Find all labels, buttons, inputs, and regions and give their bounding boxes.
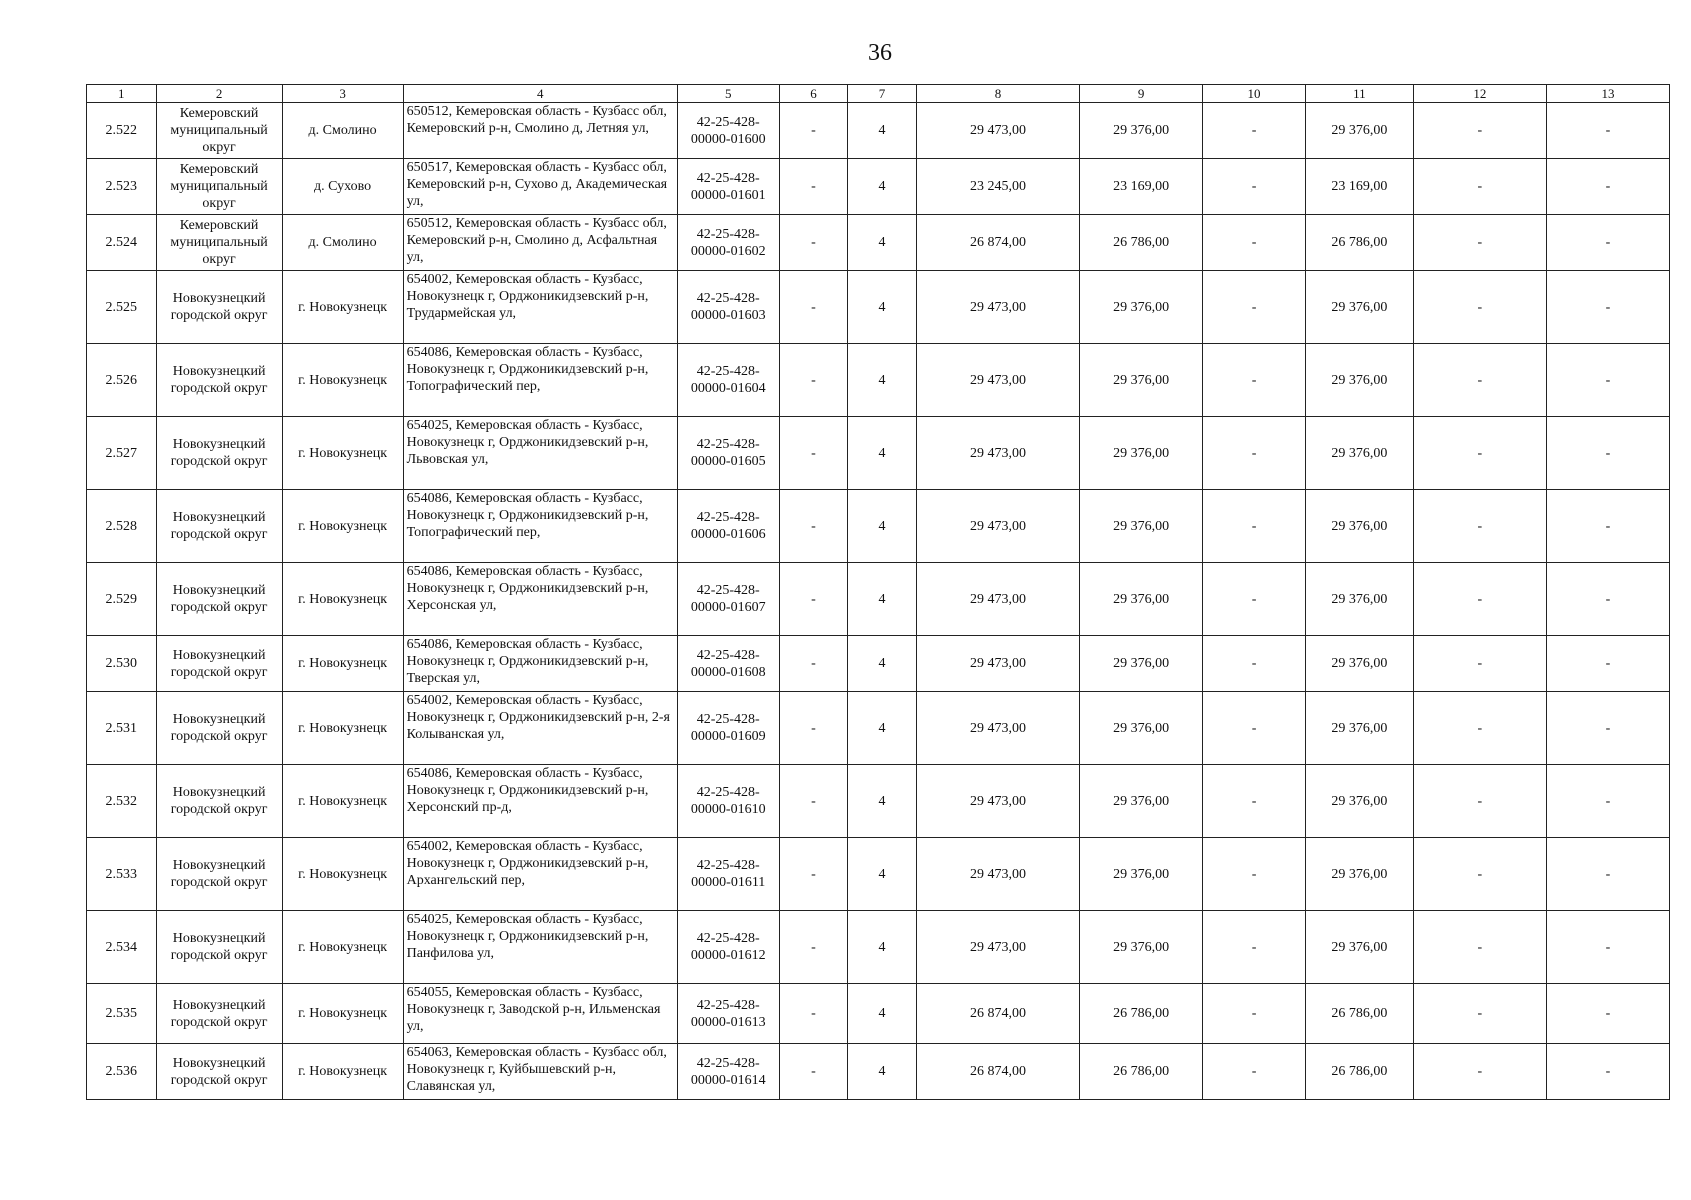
col-9-amount-cell: 26 786,00 (1080, 1044, 1203, 1100)
column-number-row (87, 85, 1670, 103)
col-6-value-cell: - (779, 490, 848, 563)
table-row (87, 417, 1670, 490)
col-12-value-cell: - (1413, 103, 1546, 159)
municipality-cell: Новокузнецкий городской округ (156, 344, 282, 417)
col-11-amount-cell: 29 376,00 (1305, 417, 1413, 490)
col-11-amount-cell: 29 376,00 (1305, 103, 1413, 159)
col-11-amount-cell: 29 376,00 (1305, 692, 1413, 765)
col-11-amount-cell: 29 376,00 (1305, 563, 1413, 636)
col-9-amount-cell: 23 169,00 (1080, 159, 1203, 215)
col-6-value-cell: - (779, 911, 848, 984)
col-8-amount-cell: 29 473,00 (916, 344, 1079, 417)
address-cell: 650517, Кемеровская область - Кузбасс обл, Кемеровский р-н, Сухово д, Академическая ул, (403, 159, 677, 215)
col-13-value-cell: - (1546, 344, 1669, 417)
col-7-value-cell: 4 (848, 103, 917, 159)
col-7-value-cell: 4 (848, 271, 917, 344)
municipality-cell: Новокузнецкий городской округ (156, 838, 282, 911)
registry-number-cell: 42-25-428-00000-01612 (677, 911, 779, 984)
col-13-value-cell: - (1546, 984, 1669, 1044)
row-number-cell: 2.530 (87, 636, 157, 692)
settlement-cell: г. Новокузнецк (282, 1044, 403, 1100)
col-13-value-cell: - (1546, 490, 1669, 563)
address-cell: 654086, Кемеровская область - Кузбасс, Новокузнецк г, Орджоникидзевский р-н, Топографический пер, (403, 490, 677, 563)
col-13-value-cell: - (1546, 636, 1669, 692)
column-header: 10 (1203, 85, 1306, 103)
col-6-value-cell: - (779, 636, 848, 692)
col-6-value-cell: - (779, 417, 848, 490)
col-6-value-cell: - (779, 563, 848, 636)
settlement-cell: г. Новокузнецк (282, 838, 403, 911)
col-6-value-cell: - (779, 103, 848, 159)
row-number-cell: 2.526 (87, 344, 157, 417)
municipality-cell: Новокузнецкий городской округ (156, 911, 282, 984)
col-9-amount-cell: 29 376,00 (1080, 417, 1203, 490)
col-11-amount-cell: 29 376,00 (1305, 636, 1413, 692)
address-cell: 654002, Кемеровская область - Кузбасс, Новокузнецк г, Орджоникидзевский р-н, 2-я Колыванская ул, (403, 692, 677, 765)
municipality-cell: Новокузнецкий городской округ (156, 1044, 282, 1100)
col-9-amount-cell: 29 376,00 (1080, 490, 1203, 563)
address-cell: 654002, Кемеровская область - Кузбасс, Новокузнецк г, Орджоникидзевский р-н, Архангельский пер, (403, 838, 677, 911)
col-12-value-cell: - (1413, 984, 1546, 1044)
col-12-value-cell: - (1413, 159, 1546, 215)
table-row (87, 984, 1670, 1044)
registry-number-cell: 42-25-428-00000-01607 (677, 563, 779, 636)
col-6-value-cell: - (779, 692, 848, 765)
col-6-value-cell: - (779, 1044, 848, 1100)
col-10-value-cell: - (1203, 271, 1306, 344)
registry-number-cell: 42-25-428-00000-01602 (677, 215, 779, 271)
col-11-amount-cell: 23 169,00 (1305, 159, 1413, 215)
table-body (87, 103, 1670, 1100)
col-9-amount-cell: 29 376,00 (1080, 692, 1203, 765)
col-13-value-cell: - (1546, 159, 1669, 215)
column-header: 7 (848, 85, 917, 103)
table-row (87, 911, 1670, 984)
col-8-amount-cell: 29 473,00 (916, 838, 1079, 911)
col-12-value-cell: - (1413, 417, 1546, 490)
address-cell: 650512, Кемеровская область - Кузбасс обл, Кемеровский р-н, Смолино д, Асфальтная ул, (403, 215, 677, 271)
address-cell: 654002, Кемеровская область - Кузбасс, Новокузнецк г, Орджоникидзевский р-н, Трудармейская ул, (403, 271, 677, 344)
registry-number-cell: 42-25-428-00000-01613 (677, 984, 779, 1044)
row-number-cell: 2.524 (87, 215, 157, 271)
row-number-cell: 2.531 (87, 692, 157, 765)
registry-number-cell: 42-25-428-00000-01608 (677, 636, 779, 692)
col-7-value-cell: 4 (848, 1044, 917, 1100)
col-12-value-cell: - (1413, 692, 1546, 765)
col-7-value-cell: 4 (848, 215, 917, 271)
col-7-value-cell: 4 (848, 765, 917, 838)
col-7-value-cell: 4 (848, 344, 917, 417)
col-9-amount-cell: 29 376,00 (1080, 765, 1203, 838)
address-cell: 654086, Кемеровская область - Кузбасс, Новокузнецк г, Орджоникидзевский р-н, Херсонский пр-д, (403, 765, 677, 838)
col-7-value-cell: 4 (848, 490, 917, 563)
municipality-cell: Новокузнецкий городской округ (156, 636, 282, 692)
col-12-value-cell: - (1413, 563, 1546, 636)
address-cell: 654086, Кемеровская область - Кузбасс, Новокузнецк г, Орджоникидзевский р-н, Херсонская ул, (403, 563, 677, 636)
col-6-value-cell: - (779, 159, 848, 215)
col-11-amount-cell: 29 376,00 (1305, 838, 1413, 911)
municipality-cell: Кемеровский муниципальный округ (156, 159, 282, 215)
table-row (87, 692, 1670, 765)
row-number-cell: 2.533 (87, 838, 157, 911)
column-header: 6 (779, 85, 848, 103)
municipality-cell: Кемеровский муниципальный округ (156, 103, 282, 159)
col-10-value-cell: - (1203, 911, 1306, 984)
table-row (87, 1044, 1670, 1100)
col-9-amount-cell: 29 376,00 (1080, 103, 1203, 159)
municipality-cell: Новокузнецкий городской округ (156, 563, 282, 636)
address-cell: 654055, Кемеровская область - Кузбасс, Новокузнецк г, Заводской р-н, Ильменская ул, (403, 984, 677, 1044)
col-13-value-cell: - (1546, 417, 1669, 490)
col-7-value-cell: 4 (848, 563, 917, 636)
settlement-cell: г. Новокузнецк (282, 911, 403, 984)
col-7-value-cell: 4 (848, 911, 917, 984)
municipality-cell: Новокузнецкий городской округ (156, 417, 282, 490)
row-number-cell: 2.535 (87, 984, 157, 1044)
settlement-cell: г. Новокузнецк (282, 490, 403, 563)
col-10-value-cell: - (1203, 159, 1306, 215)
col-7-value-cell: 4 (848, 984, 917, 1044)
col-9-amount-cell: 26 786,00 (1080, 984, 1203, 1044)
settlement-cell: д. Сухово (282, 159, 403, 215)
col-12-value-cell: - (1413, 271, 1546, 344)
column-header: 2 (156, 85, 282, 103)
col-11-amount-cell: 29 376,00 (1305, 765, 1413, 838)
col-10-value-cell: - (1203, 344, 1306, 417)
col-11-amount-cell: 29 376,00 (1305, 344, 1413, 417)
col-12-value-cell: - (1413, 215, 1546, 271)
col-9-amount-cell: 26 786,00 (1080, 215, 1203, 271)
col-8-amount-cell: 29 473,00 (916, 417, 1079, 490)
table-row (87, 215, 1670, 271)
col-11-amount-cell: 26 786,00 (1305, 215, 1413, 271)
col-8-amount-cell: 29 473,00 (916, 765, 1079, 838)
col-13-value-cell: - (1546, 765, 1669, 838)
col-13-value-cell: - (1546, 1044, 1669, 1100)
col-7-value-cell: 4 (848, 692, 917, 765)
registry-number-cell: 42-25-428-00000-01604 (677, 344, 779, 417)
col-11-amount-cell: 26 786,00 (1305, 984, 1413, 1044)
col-10-value-cell: - (1203, 490, 1306, 563)
registry-number-cell: 42-25-428-00000-01610 (677, 765, 779, 838)
col-12-value-cell: - (1413, 490, 1546, 563)
municipality-cell: Кемеровский муниципальный округ (156, 215, 282, 271)
row-number-cell: 2.522 (87, 103, 157, 159)
col-8-amount-cell: 26 874,00 (916, 215, 1079, 271)
table-row (87, 490, 1670, 563)
table-row (87, 159, 1670, 215)
col-6-value-cell: - (779, 215, 848, 271)
col-10-value-cell: - (1203, 692, 1306, 765)
col-8-amount-cell: 29 473,00 (916, 271, 1079, 344)
municipality-cell: Новокузнецкий городской округ (156, 984, 282, 1044)
col-8-amount-cell: 23 245,00 (916, 159, 1079, 215)
col-10-value-cell: - (1203, 984, 1306, 1044)
settlement-cell: д. Смолино (282, 215, 403, 271)
col-10-value-cell: - (1203, 636, 1306, 692)
settlement-cell: г. Новокузнецк (282, 692, 403, 765)
col-9-amount-cell: 29 376,00 (1080, 911, 1203, 984)
address-cell: 654025, Кемеровская область - Кузбасс, Новокузнецк г, Орджоникидзевский р-н, Львовская ул, (403, 417, 677, 490)
col-12-value-cell: - (1413, 1044, 1546, 1100)
col-7-value-cell: 4 (848, 838, 917, 911)
col-9-amount-cell: 29 376,00 (1080, 563, 1203, 636)
col-13-value-cell: - (1546, 215, 1669, 271)
municipality-cell: Новокузнецкий городской округ (156, 765, 282, 838)
row-number-cell: 2.523 (87, 159, 157, 215)
col-10-value-cell: - (1203, 417, 1306, 490)
registry-number-cell: 42-25-428-00000-01605 (677, 417, 779, 490)
col-9-amount-cell: 29 376,00 (1080, 636, 1203, 692)
col-10-value-cell: - (1203, 563, 1306, 636)
row-number-cell: 2.529 (87, 563, 157, 636)
column-header: 3 (282, 85, 403, 103)
row-number-cell: 2.534 (87, 911, 157, 984)
col-8-amount-cell: 29 473,00 (916, 563, 1079, 636)
row-number-cell: 2.528 (87, 490, 157, 563)
col-10-value-cell: - (1203, 215, 1306, 271)
settlement-cell: г. Новокузнецк (282, 417, 403, 490)
address-cell: 654086, Кемеровская область - Кузбасс, Новокузнецк г, Орджоникидзевский р-н, Топографический пер, (403, 344, 677, 417)
col-12-value-cell: - (1413, 344, 1546, 417)
col-6-value-cell: - (779, 984, 848, 1044)
col-12-value-cell: - (1413, 765, 1546, 838)
col-9-amount-cell: 29 376,00 (1080, 271, 1203, 344)
col-11-amount-cell: 26 786,00 (1305, 1044, 1413, 1100)
table-row (87, 563, 1670, 636)
table-row (87, 271, 1670, 344)
col-13-value-cell: - (1546, 692, 1669, 765)
registry-number-cell: 42-25-428-00000-01601 (677, 159, 779, 215)
address-cell: 650512, Кемеровская область - Кузбасс обл, Кемеровский р-н, Смолино д, Летняя ул, (403, 103, 677, 159)
col-13-value-cell: - (1546, 911, 1669, 984)
col-7-value-cell: 4 (848, 159, 917, 215)
col-8-amount-cell: 26 874,00 (916, 984, 1079, 1044)
col-10-value-cell: - (1203, 765, 1306, 838)
col-8-amount-cell: 29 473,00 (916, 490, 1079, 563)
col-12-value-cell: - (1413, 838, 1546, 911)
registry-number-cell: 42-25-428-00000-01614 (677, 1044, 779, 1100)
registry-number-cell: 42-25-428-00000-01609 (677, 692, 779, 765)
registry-number-cell: 42-25-428-00000-01600 (677, 103, 779, 159)
address-cell: 654063, Кемеровская область - Кузбасс обл, Новокузнецк г, Куйбышевский р-н, Славянская ул, (403, 1044, 677, 1100)
row-number-cell: 2.525 (87, 271, 157, 344)
municipality-cell: Новокузнецкий городской округ (156, 692, 282, 765)
column-header: 12 (1413, 85, 1546, 103)
row-number-cell: 2.536 (87, 1044, 157, 1100)
col-9-amount-cell: 29 376,00 (1080, 344, 1203, 417)
col-6-value-cell: - (779, 271, 848, 344)
col-6-value-cell: - (779, 765, 848, 838)
registry-number-cell: 42-25-428-00000-01606 (677, 490, 779, 563)
column-header: 5 (677, 85, 779, 103)
settlement-cell: г. Новокузнецк (282, 563, 403, 636)
row-number-cell: 2.527 (87, 417, 157, 490)
settlement-cell: г. Новокузнецк (282, 271, 403, 344)
column-header: 8 (916, 85, 1079, 103)
col-13-value-cell: - (1546, 563, 1669, 636)
registry-table (86, 84, 1670, 1100)
col-11-amount-cell: 29 376,00 (1305, 490, 1413, 563)
col-11-amount-cell: 29 376,00 (1305, 911, 1413, 984)
col-8-amount-cell: 26 874,00 (916, 1044, 1079, 1100)
col-11-amount-cell: 29 376,00 (1305, 271, 1413, 344)
address-cell: 654086, Кемеровская область - Кузбасс, Новокузнецк г, Орджоникидзевский р-н, Тверская ул, (403, 636, 677, 692)
table-row (87, 838, 1670, 911)
municipality-cell: Новокузнецкий городской округ (156, 490, 282, 563)
col-10-value-cell: - (1203, 838, 1306, 911)
col-13-value-cell: - (1546, 838, 1669, 911)
settlement-cell: г. Новокузнецк (282, 344, 403, 417)
registry-number-cell: 42-25-428-00000-01603 (677, 271, 779, 344)
column-header: 9 (1080, 85, 1203, 103)
col-6-value-cell: - (779, 344, 848, 417)
col-10-value-cell: - (1203, 103, 1306, 159)
col-8-amount-cell: 29 473,00 (916, 636, 1079, 692)
row-number-cell: 2.532 (87, 765, 157, 838)
table-row (87, 103, 1670, 159)
col-7-value-cell: 4 (848, 417, 917, 490)
settlement-cell: г. Новокузнецк (282, 636, 403, 692)
col-6-value-cell: - (779, 838, 848, 911)
column-header: 11 (1305, 85, 1413, 103)
table-row (87, 765, 1670, 838)
col-8-amount-cell: 29 473,00 (916, 911, 1079, 984)
col-8-amount-cell: 29 473,00 (916, 692, 1079, 765)
settlement-cell: д. Смолино (282, 103, 403, 159)
col-9-amount-cell: 29 376,00 (1080, 838, 1203, 911)
table-row (87, 636, 1670, 692)
col-8-amount-cell: 29 473,00 (916, 103, 1079, 159)
table-row (87, 344, 1670, 417)
registry-number-cell: 42-25-428-00000-01611 (677, 838, 779, 911)
settlement-cell: г. Новокузнецк (282, 984, 403, 1044)
col-7-value-cell: 4 (848, 636, 917, 692)
col-12-value-cell: - (1413, 911, 1546, 984)
col-10-value-cell: - (1203, 1044, 1306, 1100)
col-13-value-cell: - (1546, 271, 1669, 344)
column-header: 4 (403, 85, 677, 103)
address-cell: 654025, Кемеровская область - Кузбасс, Новокузнецк г, Орджоникидзевский р-н, Панфилова ул, (403, 911, 677, 984)
column-header: 1 (87, 85, 157, 103)
col-13-value-cell: - (1546, 103, 1669, 159)
settlement-cell: г. Новокузнецк (282, 765, 403, 838)
page-number: 36 (868, 40, 892, 66)
column-header: 13 (1546, 85, 1669, 103)
col-12-value-cell: - (1413, 636, 1546, 692)
municipality-cell: Новокузнецкий городской округ (156, 271, 282, 344)
